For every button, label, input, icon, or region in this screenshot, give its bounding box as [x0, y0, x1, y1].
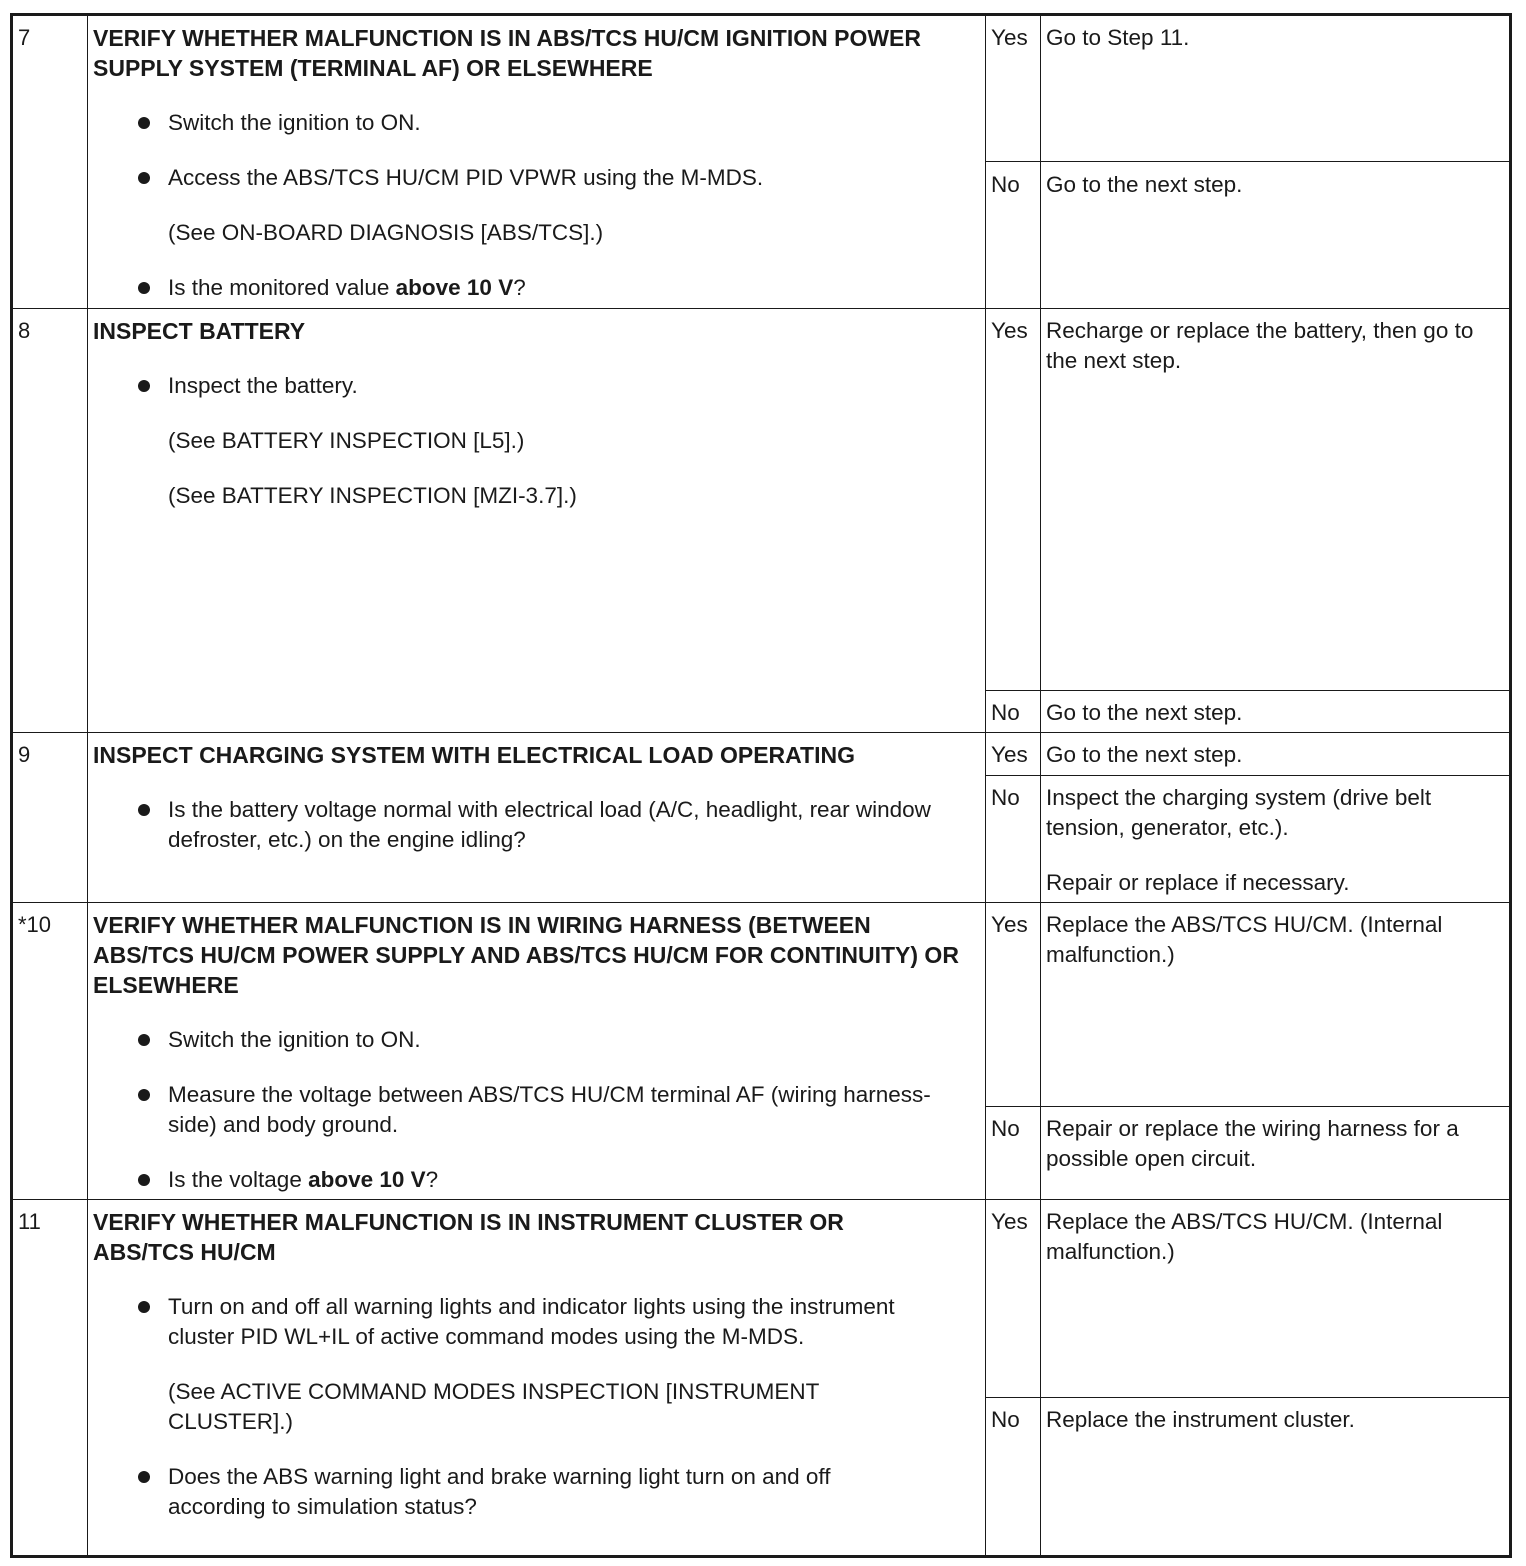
- column-divider: [1040, 16, 1041, 1555]
- bullet-icon: [138, 1471, 150, 1483]
- step-number: 7: [18, 25, 31, 50]
- threshold-value: above 10 V: [395, 275, 514, 300]
- column-divider: [87, 16, 88, 1555]
- answer-no-label: No: [991, 1116, 1020, 1141]
- column-divider: [985, 16, 986, 1555]
- step-number: 11: [18, 1209, 41, 1234]
- threshold-value: above 10 V: [308, 1167, 426, 1192]
- step-8-content: [93, 316, 973, 511]
- reference-note: (See ON-BOARD DIAGNOSIS [ABS/TCS].): [168, 220, 604, 245]
- step-number: 8: [18, 318, 31, 343]
- step-title: VERIFY WHETHER MALFUNCTION IS IN INSTRUMENT CLUSTER OR ABS/TCS HU/CM: [93, 1209, 844, 1265]
- answer-no-action: Repair or replace the wiring harness for a possible open circuit.: [1046, 1116, 1459, 1171]
- reference-note: (See ACTIVE COMMAND MODES INSPECTION [INSTRUMENT CLUSTER].): [168, 1379, 819, 1434]
- step-10-content: [93, 910, 973, 1195]
- answer-yes-action: Go to Step 11.: [1046, 25, 1190, 50]
- diagnostic-procedure-table: [10, 13, 1512, 1558]
- answer-no-action: Inspect the charging system (drive belt tension, generator, etc.). Repair or replace if necessary.: [1046, 785, 1432, 895]
- reference-note: (See BATTERY INSPECTION [MZI-3.7].): [168, 483, 577, 508]
- step-number: *10: [18, 912, 52, 937]
- answer-no-action: Go to the next step.: [1046, 700, 1243, 725]
- answer-yes-action: Replace the ABS/TCS HU/CM. (Internal malfunction.): [1046, 1209, 1443, 1264]
- bullet-icon: [138, 1301, 150, 1313]
- answer-divider: [985, 1106, 1509, 1107]
- answer-divider: [985, 775, 1509, 776]
- reference-note: (See BATTERY INSPECTION [L5].): [168, 428, 525, 453]
- bullet-icon: [138, 380, 150, 392]
- answer-no-label: No: [991, 700, 1020, 725]
- bullet-icon: [138, 117, 150, 129]
- bullet-item: Does the ABS warning light and brake warning light turn on and off according to simulation status?: [93, 1462, 973, 1522]
- answer-divider: [985, 1397, 1509, 1398]
- bullet-item: Switch the ignition to ON.: [93, 108, 973, 138]
- answer-yes-action: Replace the ABS/TCS HU/CM. (Internal malfunction.): [1046, 912, 1443, 967]
- bullet-item: Switch the ignition to ON.: [93, 1025, 973, 1055]
- bullet-item: Turn on and off all warning lights and indicator lights using the instrument cluster PID WL+IL of active command modes using the M-MDS.: [93, 1292, 973, 1352]
- row-divider: [13, 1199, 1509, 1200]
- step-title: VERIFY WHETHER MALFUNCTION IS IN WIRING HARNESS (BETWEEN ABS/TCS HU/CM POWER SUPPLY AND ABS/TCS HU/CM FOR CONTINUITY) OR ELSEWHERE: [93, 912, 959, 998]
- bullet-item: Measure the voltage between ABS/TCS HU/CM terminal AF (wiring harness-side) and body ground.: [93, 1080, 973, 1140]
- bullet-icon: [138, 172, 150, 184]
- bullet-item: Is the voltage above 10 V?: [93, 1165, 973, 1195]
- answer-yes-label: Yes: [991, 318, 1028, 343]
- row-divider: [13, 732, 1509, 733]
- row-divider: [13, 308, 1509, 309]
- answer-no-action: Replace the instrument cluster.: [1046, 1407, 1355, 1432]
- bullet-item: Is the battery voltage normal with electrical load (A/C, headlight, rear window defroster, etc.) on the engine idling?: [93, 795, 973, 855]
- bullet-icon: [138, 1034, 150, 1046]
- step-title: INSPECT CHARGING SYSTEM WITH ELECTRICAL LOAD OPERATING: [93, 742, 855, 768]
- step-11-content: [93, 1207, 973, 1522]
- step-number: 9: [18, 742, 31, 767]
- answer-no-label: No: [991, 172, 1020, 197]
- bullet-item: Access the ABS/TCS HU/CM PID VPWR using the M-MDS.: [93, 163, 973, 193]
- bullet-icon: [138, 1174, 150, 1186]
- answer-yes-action: Recharge or replace the battery, then go to the next step.: [1046, 318, 1474, 373]
- answer-divider: [985, 161, 1509, 162]
- step-9-content: [93, 740, 973, 855]
- answer-no-label: No: [991, 785, 1020, 810]
- step-title: VERIFY WHETHER MALFUNCTION IS IN ABS/TCS HU/CM IGNITION POWER SUPPLY SYSTEM (TERMINAL AF) OR ELSEWHERE: [93, 25, 921, 81]
- answer-yes-label: Yes: [991, 25, 1028, 50]
- answer-no-action: Go to the next step.: [1046, 172, 1243, 197]
- answer-yes-label: Yes: [991, 912, 1028, 937]
- answer-divider: [985, 690, 1509, 691]
- answer-yes-label: Yes: [991, 742, 1028, 767]
- step-7-content: [93, 23, 973, 303]
- bullet-icon: [138, 804, 150, 816]
- answer-no-label: No: [991, 1407, 1020, 1432]
- answer-yes-action: Go to the next step.: [1046, 742, 1243, 767]
- step-title: INSPECT BATTERY: [93, 318, 306, 344]
- bullet-item: Is the monitored value above 10 V?: [93, 273, 973, 303]
- bullet-icon: [138, 1089, 150, 1101]
- bullet-icon: [138, 282, 150, 294]
- answer-yes-label: Yes: [991, 1209, 1028, 1234]
- bullet-item: Inspect the battery.: [93, 371, 973, 401]
